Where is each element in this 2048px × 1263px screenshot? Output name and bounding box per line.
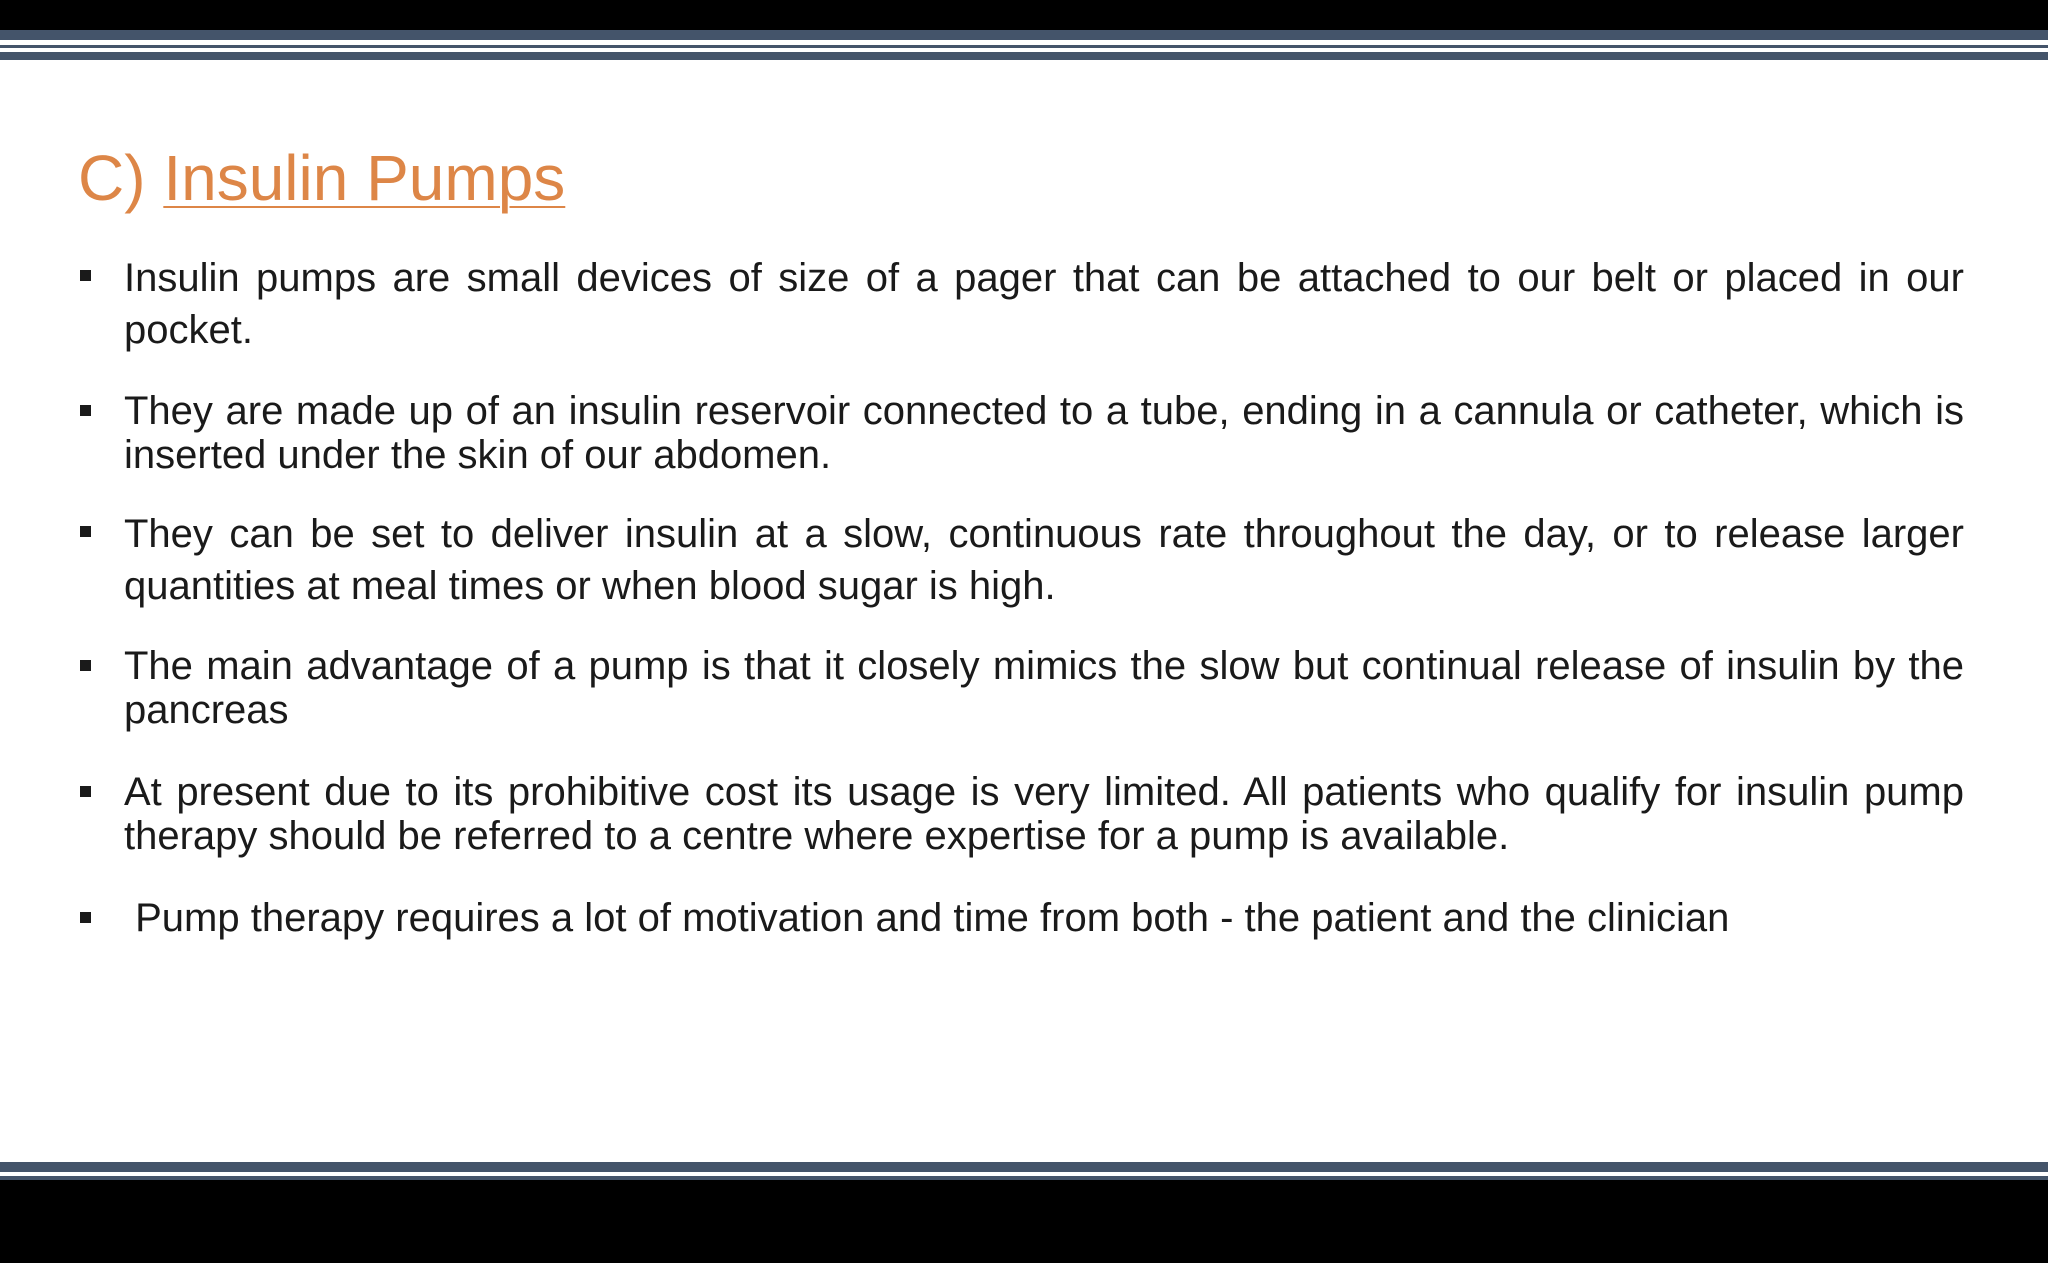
title-prefix: C)	[78, 142, 164, 214]
bullet-text: Insulin pumps are small devices of size of a pager that can be attached to our belt or placed in our pocket.	[124, 256, 1964, 352]
bottom-band-top	[0, 1162, 2048, 1172]
bullet-marker	[80, 912, 91, 923]
top-band-bottom	[0, 52, 2048, 60]
bullet-marker	[80, 405, 91, 416]
top-band-thick	[0, 30, 2048, 40]
slide-title	[78, 138, 565, 218]
slide	[0, 30, 2048, 1180]
bullet-text: At present due to its prohibitive cost its usage is very limited. All patients who qualify for insulin pump therapy should be referred to a centre where expertise for a pump is available.	[124, 770, 1964, 858]
bullet-marker	[80, 526, 91, 537]
bullet-marker	[80, 270, 91, 281]
bullet-marker	[80, 786, 91, 797]
bullet-text: The main advantage of a pump is that it closely mimics the slow but continual release of insulin by the pancreas	[124, 644, 1964, 732]
bullet-marker	[80, 660, 91, 671]
bullet-text: They are made up of an insulin reservoir connected to a tube, ending in a cannula or catheter, which is inserted under the skin of our abdomen.	[124, 389, 1964, 477]
bottom-band-thin	[0, 1176, 2048, 1180]
title-main: Insulin Pumps	[163, 142, 566, 214]
bullet-text: Pump therapy requires a lot of motivation and time from both - the patient and the clinician	[124, 896, 1730, 940]
bullet-text: They can be set to deliver insulin at a slow, continuous rate throughout the day, or to release larger quantities at meal times or when blood sugar is high.	[124, 512, 1964, 608]
